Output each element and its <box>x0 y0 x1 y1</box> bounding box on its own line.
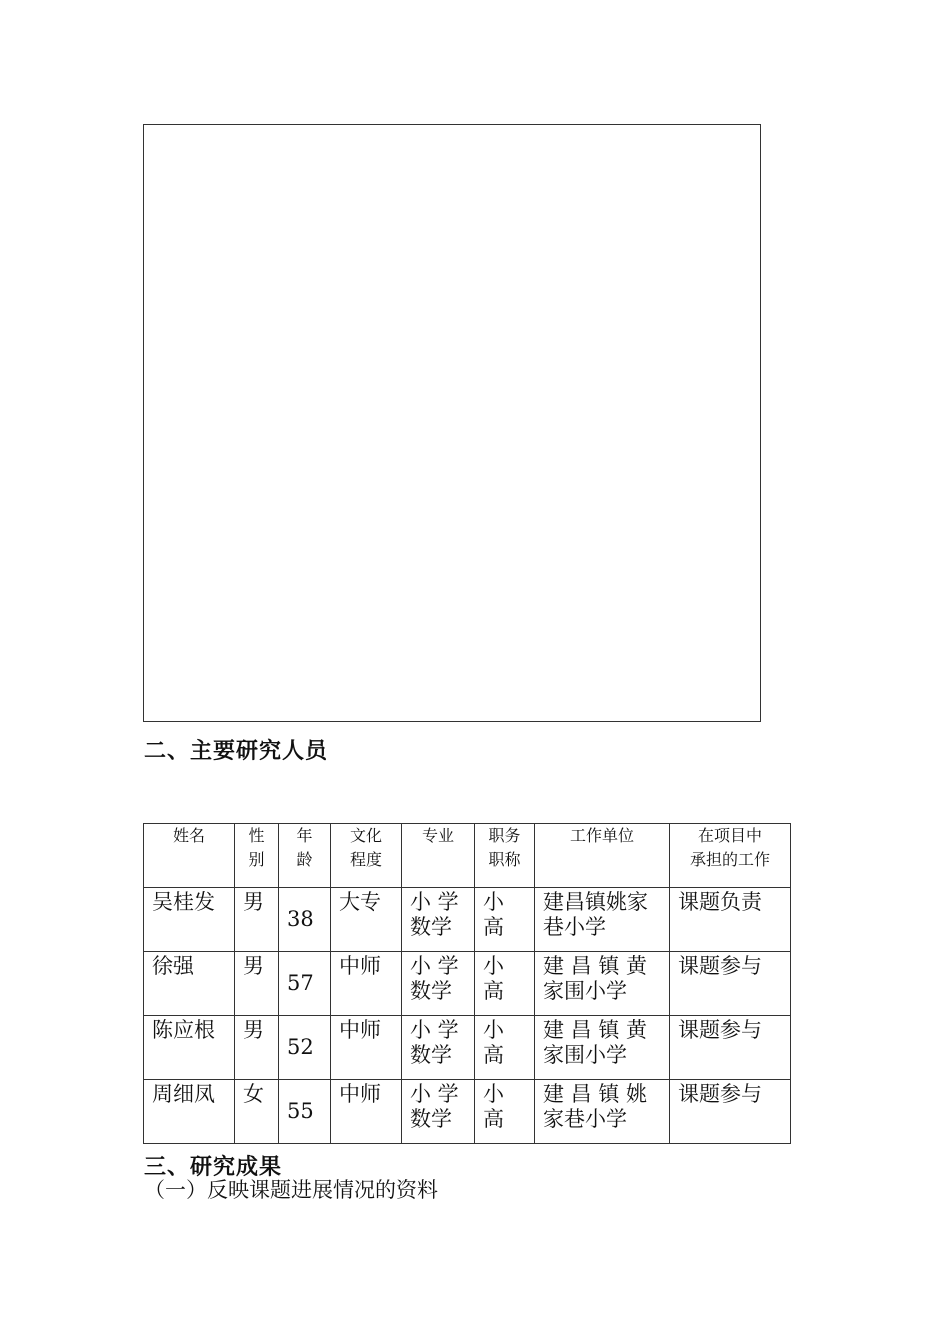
cell-major: 小 学 数学 <box>402 952 475 1016</box>
cell-major: 小 学 数学 <box>402 1080 475 1144</box>
header-cell-age: 年 龄 <box>279 824 331 888</box>
cell-age: 57 <box>279 952 331 1016</box>
section-3-subheading: （一）反映课题进展情况的资料 <box>144 1178 438 1202</box>
cell-gender: 男 <box>235 952 279 1016</box>
cell-unit: 建 昌 镇 黄 家围小学 <box>535 952 670 1016</box>
cell-unit: 建 昌 镇 黄 家围小学 <box>535 1016 670 1080</box>
table-row <box>144 1016 791 1080</box>
cell-name: 陈应根 <box>144 1016 235 1080</box>
cell-age: 55 <box>279 1080 331 1144</box>
cell-title: 小 高 <box>475 1080 535 1144</box>
cell-title: 小 高 <box>475 1016 535 1080</box>
header-cell-title: 职务 职称 <box>475 824 535 888</box>
researchers-table <box>143 823 791 1144</box>
cell-edu: 中师 <box>331 952 402 1016</box>
cell-major: 小 学 数学 <box>402 1016 475 1080</box>
content-box <box>143 124 761 722</box>
header-cell-unit: 工作单位 <box>535 824 670 888</box>
cell-edu: 大专 <box>331 888 402 952</box>
cell-major: 小 学 数学 <box>402 888 475 952</box>
cell-name: 徐强 <box>144 952 235 1016</box>
cell-role: 课题参与 <box>670 1016 791 1080</box>
cell-role: 课题负责 <box>670 888 791 952</box>
cell-gender: 男 <box>235 888 279 952</box>
cell-age: 38 <box>279 888 331 952</box>
header-cell-role: 在项目中 承担的工作 <box>670 824 791 888</box>
cell-title: 小 高 <box>475 952 535 1016</box>
header-cell-education: 文化 程度 <box>331 824 402 888</box>
header-cell-major: 专业 <box>402 824 475 888</box>
header-cell-name: 姓名 <box>144 824 235 888</box>
cell-role: 课题参与 <box>670 952 791 1016</box>
cell-gender: 女 <box>235 1080 279 1144</box>
table-row <box>144 1080 791 1144</box>
cell-title: 小 高 <box>475 888 535 952</box>
cell-unit: 建昌镇姚家 巷小学 <box>535 888 670 952</box>
section-2-heading: 二、主要研究人员 <box>144 739 329 764</box>
cell-name: 周细凤 <box>144 1080 235 1144</box>
cell-unit: 建 昌 镇 姚 家巷小学 <box>535 1080 670 1144</box>
cell-edu: 中师 <box>331 1080 402 1144</box>
cell-gender: 男 <box>235 1016 279 1080</box>
header-cell-gender: 性 别 <box>235 824 279 888</box>
table-row <box>144 888 791 952</box>
table-row <box>144 952 791 1016</box>
table-header-row <box>144 824 791 888</box>
cell-name: 吴桂发 <box>144 888 235 952</box>
cell-role: 课题参与 <box>670 1080 791 1144</box>
cell-edu: 中师 <box>331 1016 402 1080</box>
section-3-heading: 三、研究成果 <box>144 1155 283 1180</box>
cell-age: 52 <box>279 1016 331 1080</box>
